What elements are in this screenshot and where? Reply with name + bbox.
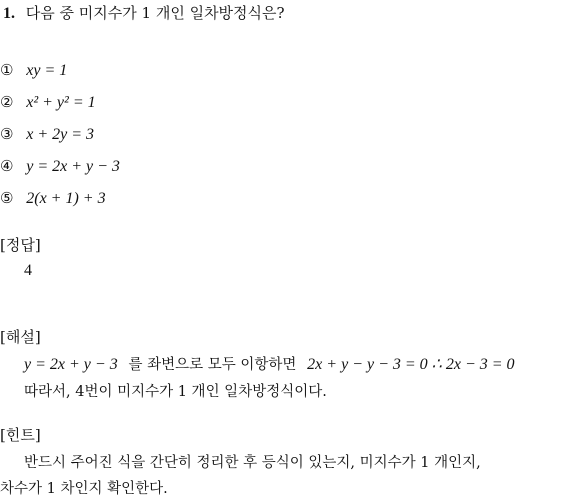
option-3-mark: ③: [0, 125, 14, 143]
explanation-line-1: [24, 353, 515, 374]
option-4-mark: ④: [0, 157, 14, 175]
answer-value: 4: [24, 262, 32, 279]
option-2-expr: x² + y² = 1: [26, 94, 96, 111]
question-text: 다음 중 미지수가 1 개인 일차방정식은?: [25, 4, 285, 22]
explanation-line-2: 따라서, 4번이 미지수가 1 개인 일차방정식이다.: [24, 384, 327, 400]
hint-line-1: 반드시 주어진 식을 간단히 정리한 후 등식이 있는지, 미지수가 1 개인지,: [24, 455, 481, 471]
option-3: [0, 125, 94, 144]
option-1: [0, 61, 67, 80]
hint-line-2: 차수가 1 차인지 확인한다.: [0, 481, 168, 497]
hint-label: [힌트]: [0, 426, 41, 444]
explanation-text: 를 좌변으로 모두 이항하면: [128, 357, 297, 373]
explanation-label: [해설]: [0, 328, 41, 346]
option-3-expr: x + 2y = 3: [26, 126, 95, 143]
explanation-expr: y = 2x + y − 3: [24, 356, 118, 373]
explanation-expr-2: 2x + y − y − 3 = 0 ∴ 2x − 3 = 0: [307, 356, 515, 373]
question: [3, 2, 285, 23]
option-5-mark: ⑤: [0, 189, 14, 207]
option-2: [0, 93, 96, 112]
question-number: 1.: [3, 5, 15, 22]
option-2-mark: ②: [0, 93, 14, 111]
option-5-expr: 2(x + 1) + 3: [26, 190, 106, 207]
option-1-mark: ①: [0, 61, 14, 79]
option-4-expr: y = 2x + y − 3: [26, 158, 120, 175]
option-4: [0, 157, 120, 176]
answer-label: [정답]: [0, 236, 41, 254]
option-5: [0, 189, 106, 208]
option-1-expr: xy = 1: [26, 62, 68, 79]
